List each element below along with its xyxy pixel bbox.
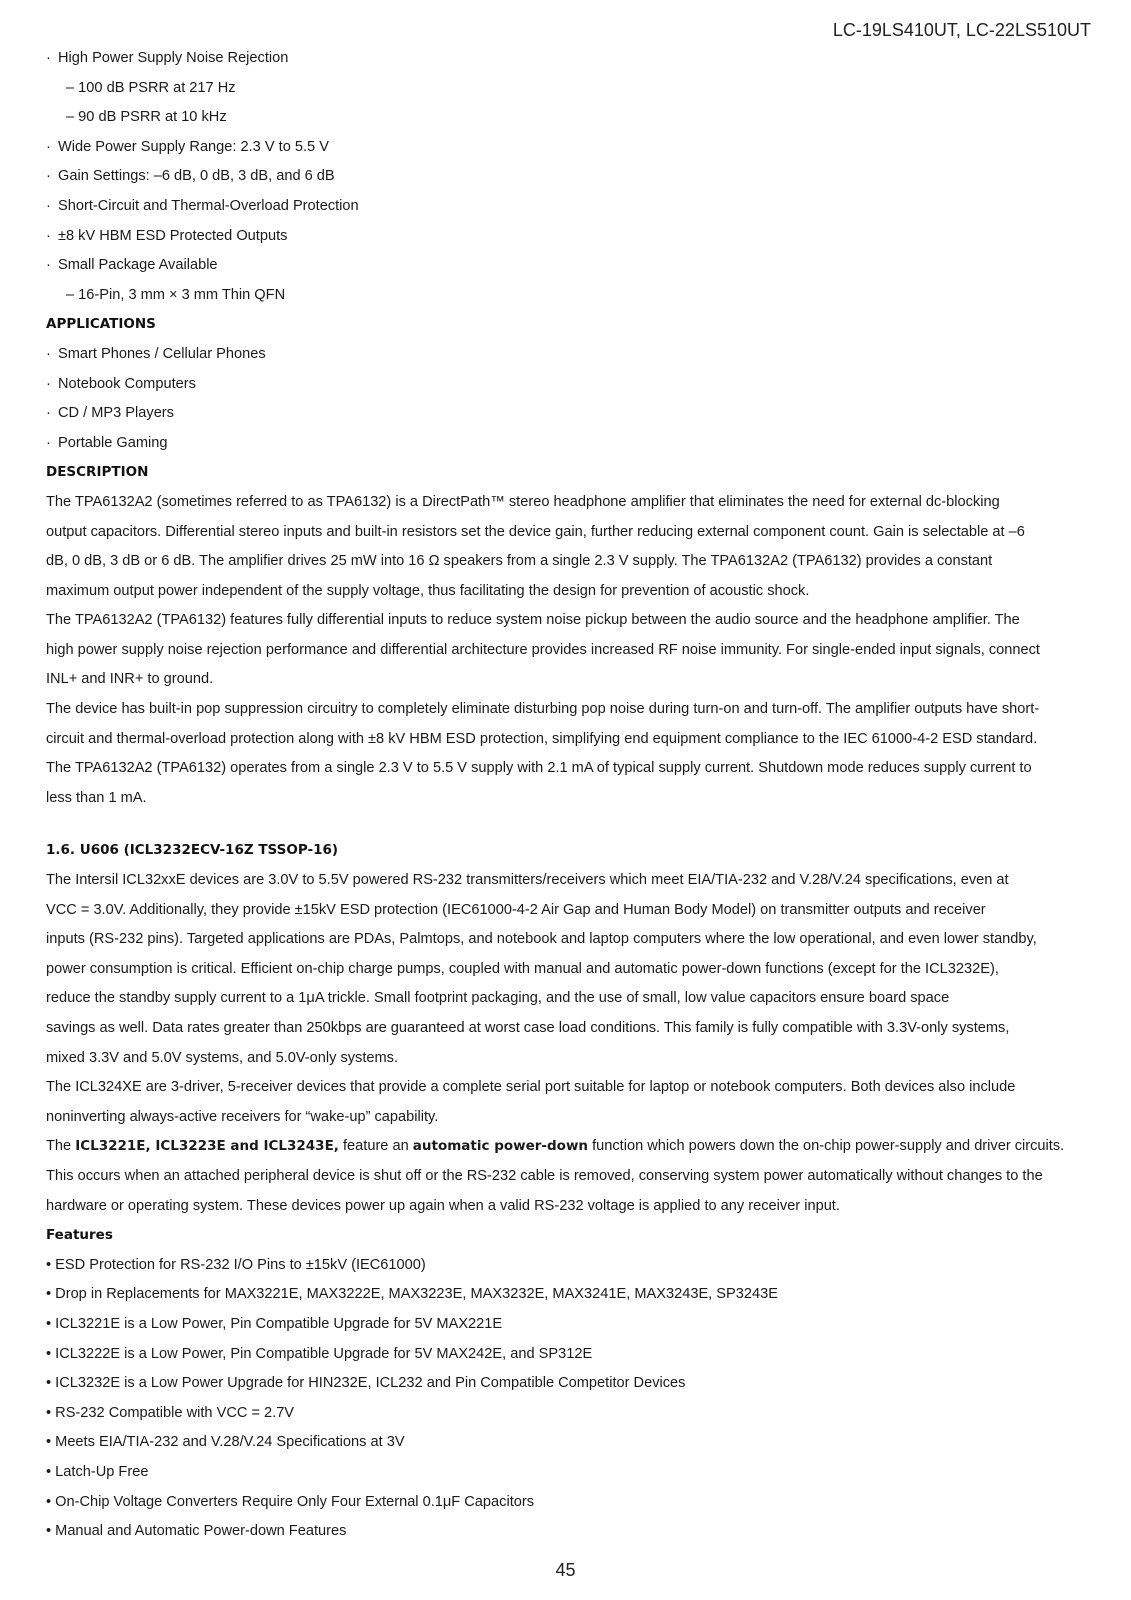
feature-sub-item: – 100 dB PSRR at 217 Hz (66, 79, 236, 96)
feature-item: · ±8 kV HBM ESD Protected Outputs (46, 222, 1092, 252)
feature-item: · Short-Circuit and Thermal-Overload Protection (46, 192, 1092, 222)
application-item: · Portable Gaming (46, 429, 1092, 459)
applications-heading: APPLICATIONS (46, 316, 156, 333)
description-line: maximum output power independent of the supply voltage, thus facilitating the design for prevention of acoustic shock. (46, 582, 810, 599)
features-item: • Manual and Automatic Power-down Features (46, 1523, 347, 1540)
features-item: • Meets EIA/TIA-232 and V.28/V.24 Specifications at 3V (46, 1434, 405, 1451)
section-body (46, 866, 1092, 1132)
page-number: 45 (555, 1560, 576, 1580)
description-line: The device has built-in pop suppression circuitry to completely eliminate disturbing pop noise during turn-on and turn-off. The amplifier outputs have short- (46, 701, 1040, 718)
description-line: circuit and thermal-overload protection along with ±8 kV HBM ESD protection, simplifying end equipment compliance to the IEC 61000-4-2 ESD standard. (46, 730, 1038, 747)
powerdown-feature: automatic power-down (412, 1138, 589, 1155)
section-line: reduce the standby supply current to a 1μA trickle. Small footprint packaging, and the use of small, low value capacitors ensure board space (46, 990, 950, 1007)
section-line: power consumption is critical. Efficient on-chip charge pumps, coupled with manual and automatic power-down functions (except for the ICL3232E), (46, 960, 999, 977)
section-line: VCC = 3.0V. Additionally, they provide ±15kV ESD protection (IEC61000-4-2 Air Gap and Human Body Model) on transmitter outputs and receiver (46, 901, 986, 918)
powerdown-line-3: hardware or operating system. These devices power up again when a valid RS-232 voltage is applied to any receiver input. (46, 1197, 840, 1214)
description-line: less than 1 mA. (46, 789, 147, 806)
description-line: high power supply noise rejection performance and differential architecture provides increased RF noise immunity. For single-ended input signals, connect (46, 641, 1040, 658)
features-item: • RS-232 Compatible with VCC = 2.7V (46, 1404, 295, 1421)
description-line: The TPA6132A2 (TPA6132) operates from a single 2.3 V to 5.5 V supply with 2.1 mA of typical supply current. Shutdown mode reduces supply current to (46, 760, 1032, 777)
section-heading: 1.6. U606 (ICL3232ECV-16Z TSSOP-16) (46, 842, 339, 859)
description-heading: DESCRIPTION (46, 464, 149, 481)
page-content (46, 44, 1092, 1547)
features-heading: Features (46, 1227, 113, 1244)
section-line: The Intersil ICL32xxE devices are 3.0V to 5.5V powered RS-232 transmitters/receivers which meet EIA/TIA-232 and V.28/V.24 specifications, even at (46, 872, 1009, 889)
features-item: • ICL3221E is a Low Power, Pin Compatible Upgrade for 5V MAX221E (46, 1315, 503, 1332)
feature-item: · High Power Supply Noise Rejection (46, 44, 1092, 74)
description-line: INL+ and INR+ to ground. (46, 671, 214, 688)
section-line: inputs (RS-232 pins). Targeted applications are PDAs, Palmtops, and notebook and laptop computers where the low operational, and even lower standby, (46, 931, 1037, 948)
application-item: · CD / MP3 Players (46, 399, 1092, 429)
feature-item: · Wide Power Supply Range: 2.3 V to 5.5 V (46, 133, 1092, 163)
powerdown-devices: ICL3221E, ICL3223E and ICL3243E, (75, 1138, 339, 1155)
applications-list (46, 340, 1092, 458)
section-line: noninverting always-active receivers for “wake-up” capability. (46, 1108, 439, 1125)
features-item: • Latch-Up Free (46, 1463, 149, 1480)
page-header-model: LC-19LS410UT, LC-22LS510UT (832, 20, 1091, 40)
features-item: • ICL3222E is a Low Power, Pin Compatible Upgrade for 5V MAX242E, and SP312E (46, 1345, 593, 1362)
powerdown-line-2: This occurs when an attached peripheral device is shut off or the RS-232 cable is removed, conserving system power automatically without changes to the (46, 1167, 1043, 1184)
section-line: The ICL324XE are 3-driver, 5-receiver devices that provide a complete serial port suitable for laptop or notebook computers. Both devices also include (46, 1079, 1016, 1096)
features-item: • ESD Protection for RS-232 I/O Pins to ±15kV (IEC61000) (46, 1256, 426, 1273)
powerdown-line-1 (46, 1132, 1092, 1162)
features-top-list (46, 44, 1092, 310)
section-line: savings as well. Data rates greater than 250kbps are guaranteed at worst case load conditions. This family is fully compatible with 3.3V-only systems, (46, 1020, 1010, 1036)
feature-sub-item: – 90 dB PSRR at 10 kHz (66, 109, 227, 126)
application-item: · Notebook Computers (46, 370, 1092, 400)
feature-item: · Small Package Available (46, 251, 1092, 281)
description-body (46, 488, 1092, 814)
feature-item: · Gain Settings: –6 dB, 0 dB, 3 dB, and 6 dB (46, 162, 1092, 192)
description-line: The TPA6132A2 (sometimes referred to as TPA6132) is a DirectPath™ stereo headphone amplifier that eliminates the need for external dc-blocking (46, 493, 1000, 510)
feature-sub-item: – 16-Pin, 3 mm × 3 mm Thin QFN (66, 286, 286, 303)
section-line: mixed 3.3V and 5.0V systems, and 5.0V-only systems. (46, 1049, 399, 1066)
description-line: output capacitors. Differential stereo inputs and built-in resistors set the device gain, further reducing external component count. Gain is selectable at –6 (46, 523, 1025, 540)
description-line: The TPA6132A2 (TPA6132) features fully differential inputs to reduce system noise pickup between the audio source and the headphone amplifier. The (46, 612, 1020, 629)
features-item: • Drop in Replacements for MAX3221E, MAX3222E, MAX3223E, MAX3232E, MAX3241E, MAX3243E, SP3243E (46, 1286, 778, 1303)
features-item: • On-Chip Voltage Converters Require Only Four External 0.1μF Capacitors (46, 1493, 535, 1510)
section-spacer (46, 813, 1092, 836)
powerdown-prefix: The (46, 1138, 76, 1155)
features-item: • ICL3232E is a Low Power Upgrade for HIN232E, ICL232 and Pin Compatible Competitor Devices (46, 1375, 686, 1392)
features-list (46, 1251, 1092, 1547)
application-item: · Smart Phones / Cellular Phones (46, 340, 1092, 370)
description-line: dB, 0 dB, 3 dB or 6 dB. The amplifier drives 25 mW into 16 Ω speakers from a single 2.3 V supply. The TPA6132A2 (TPA6132) provides a constant (46, 553, 993, 570)
powerdown-mid: feature an (338, 1138, 413, 1155)
powerdown-suffix: function which powers down the on-chip power-supply and driver circuits. (588, 1138, 1065, 1155)
